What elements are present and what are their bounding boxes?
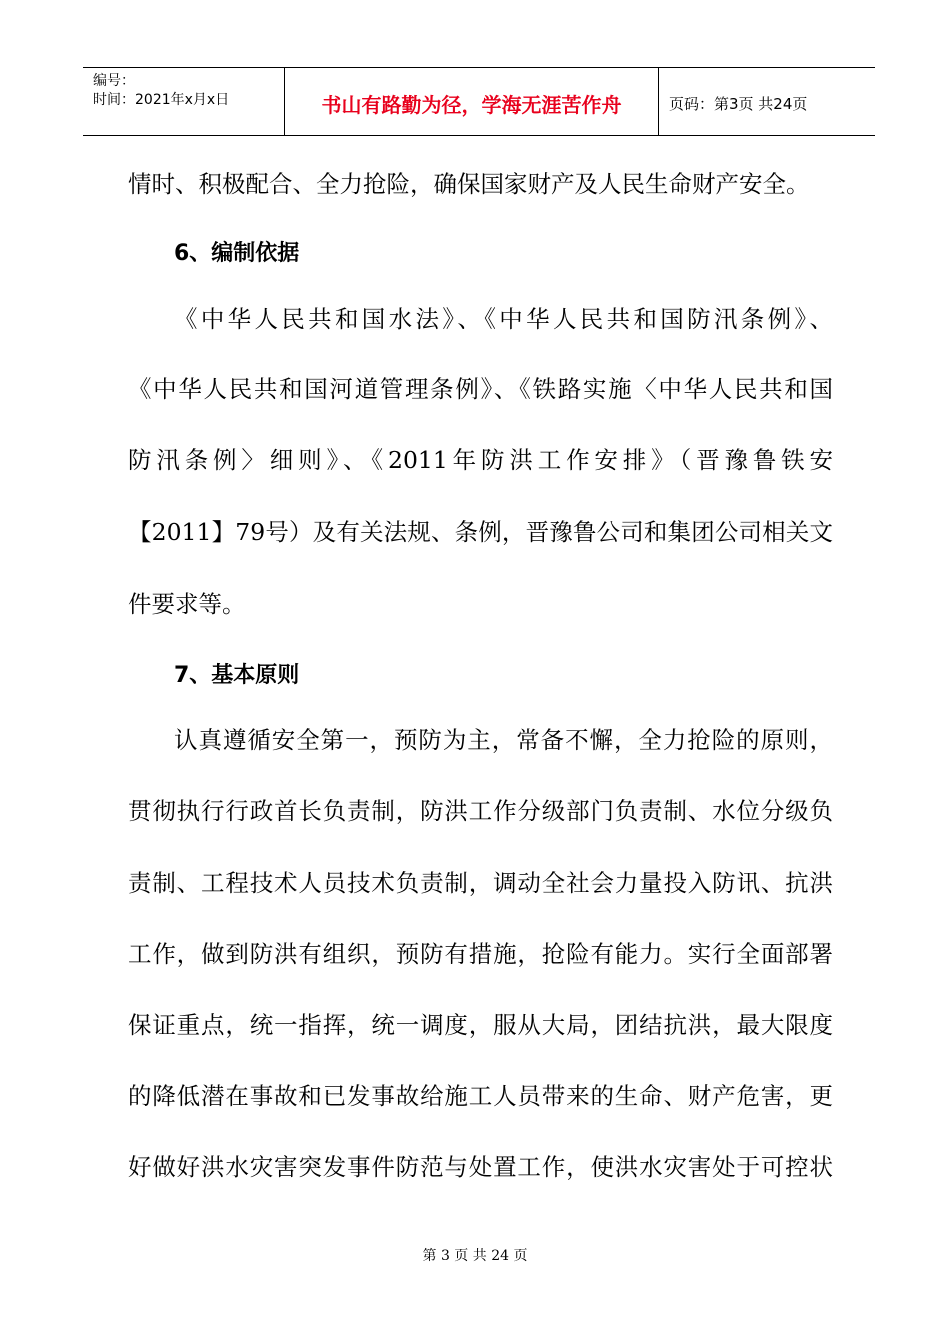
paragraph-line: 认真遵循安全第一，预防为主，常备不懈，全力抢险的原则， — [174, 726, 833, 754]
paragraph-line: 的降低潜在事故和已发事故给施工人员带来的生命、财产危害，更 — [128, 1082, 833, 1110]
header-motto: 书山有路勤为径，学海无涯苦作舟 — [285, 68, 659, 135]
paragraph-line: 《中华人民共和国水法》、《中华人民共和国防汛条例》、 — [174, 305, 833, 333]
header-page-info: 页码：第3页 共24页 — [669, 95, 808, 113]
paragraph-line: 贯彻执行行政首长负责制，防洪工作分级部门负责制、水位分级负 — [128, 797, 833, 825]
paragraph-line: 防汛条例〉细则》、《2011年防洪工作安排》（晋豫鲁铁安 — [128, 446, 833, 474]
paragraph-line: 【2011】79号）及有关法规、条例，晋豫鲁公司和集团公司相关文 — [128, 518, 833, 546]
paragraph-line: 好做好洪水灾害突发事件防范与处置工作，使洪水灾害处于可控状 — [128, 1153, 833, 1181]
paragraph-line: 保证重点，统一指挥，统一调度，服从大局，团结抗洪，最大限度 — [128, 1011, 833, 1039]
paragraph-line: 件要求等。 — [128, 590, 246, 618]
section-heading: 7、基本原则 — [174, 663, 300, 688]
paragraph-line: 责制、工程技术人员技术负责制，调动全社会力量投入防讯、抗洪 — [128, 869, 833, 897]
paragraph-line: 工作，做到防洪有组织，预防有措施，抢险有能力。实行全面部署 — [128, 940, 833, 968]
document-time-label: 时间：2021年x月x日 — [93, 92, 230, 108]
document-number-label: 编号： — [93, 73, 135, 89]
section-heading: 6、编制依据 — [174, 241, 300, 266]
paragraph-line: 情时、积极配合、全力抢险，确保国家财产及人民生命财产安全。 — [128, 170, 810, 198]
header-meta — [83, 68, 285, 135]
page-header — [83, 67, 875, 136]
page-footer-number: 第 3 页 共 24 页 — [422, 1248, 528, 1264]
paragraph-line: 《中华人民共和国河道管理条例》、《铁路实施〈中华人民共和国 — [128, 375, 833, 403]
